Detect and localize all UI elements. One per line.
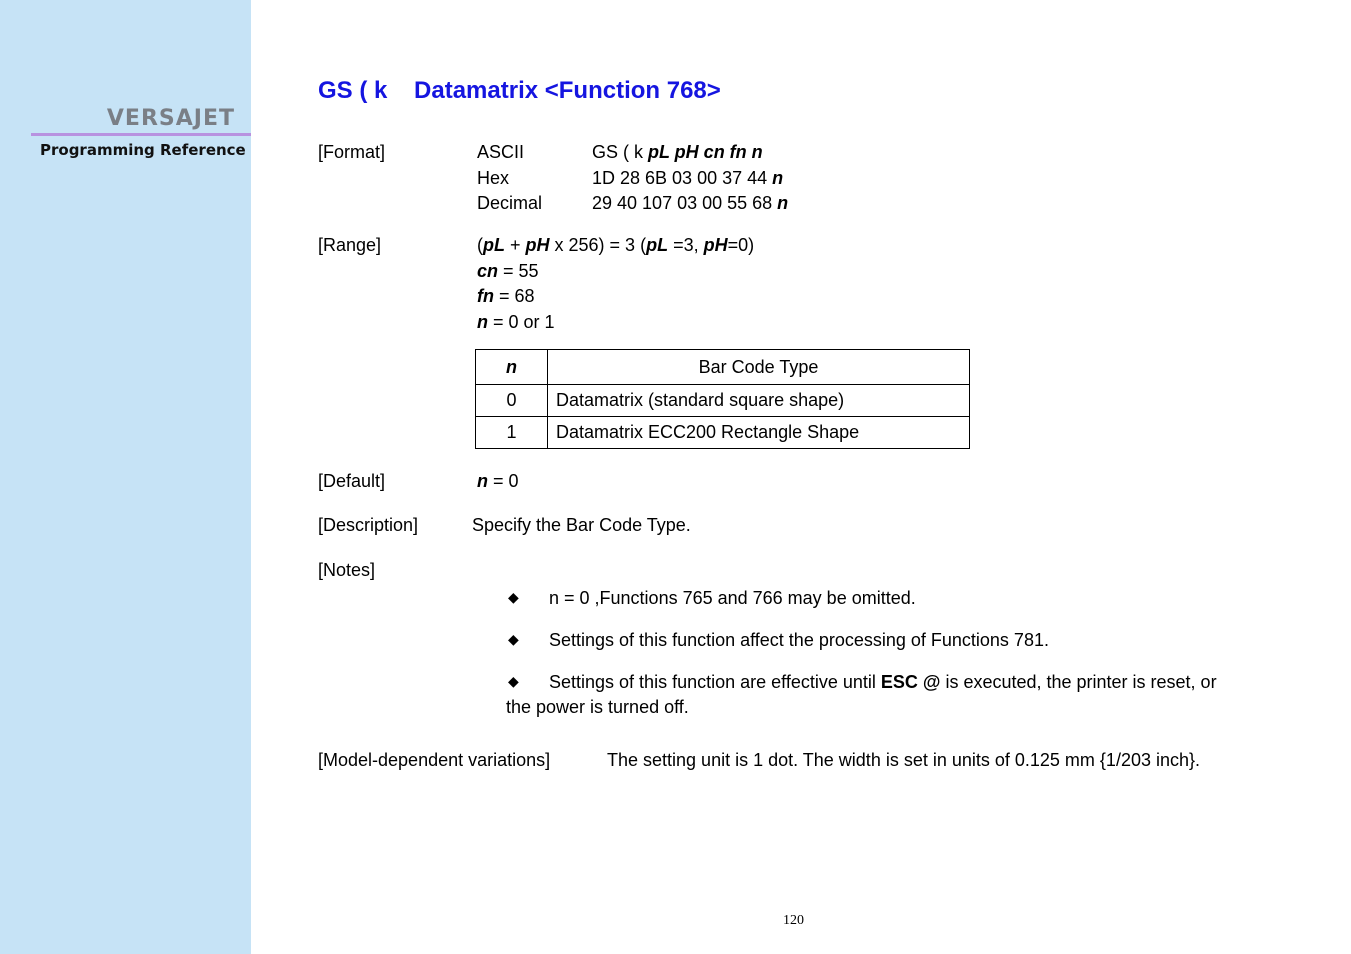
model-text: The setting unit is 1 dot. The width is set in units of 0.125 mm {1/203 inch}. (607, 750, 1201, 770)
table-cell-n: 1 (476, 417, 548, 449)
default-value: n = 0 (477, 471, 519, 491)
table-cell-n: 0 (476, 385, 548, 417)
range-line-fn: fn = 68 (477, 286, 535, 306)
table-cell-type: Datamatrix ECC200 Rectangle Shape (548, 417, 970, 449)
diamond-bullet-icon: ◆ (508, 673, 519, 689)
sidebar (0, 0, 251, 954)
table-cell-type: Datamatrix (standard square shape) (548, 385, 970, 417)
note-item: n = 0 ,Functions 765 and 766 may be omitted. (549, 588, 916, 608)
table-header-n: n (476, 350, 548, 385)
table-header-type: Bar Code Type (548, 350, 970, 385)
bar-code-type-table (475, 349, 970, 449)
page-title: GS ( k Datamatrix <Function 768> (318, 77, 721, 104)
description-label: [Description] (318, 515, 419, 535)
table-row (476, 385, 970, 417)
range-line-pl-ph: (pL + pH x 256) = 3 (pL =3, pH=0) (477, 235, 755, 255)
diamond-bullet-icon: ◆ (508, 631, 519, 647)
diamond-bullet-icon: ◆ (508, 589, 519, 605)
note-item: Settings of this function affect the processing of Functions 781. (549, 630, 1049, 650)
note-item: Settings of this function are effective until ESC @ is executed, the printer is reset, or (549, 672, 1217, 692)
notes-label: [Notes] (318, 560, 376, 580)
brand-logo-text: VERSAJET (106, 106, 235, 131)
range-line-cn: cn = 55 (477, 261, 539, 281)
format-value-ascii: GS ( k pL pH cn fn n (592, 142, 763, 162)
format-value-decimal: 29 40 107 03 00 55 68 n (592, 193, 789, 213)
note-item-continuation: the power is turned off. (506, 697, 689, 717)
format-kind-ascii: ASCII (477, 142, 525, 162)
format-value-hex: 1D 28 6B 03 00 37 44 n (592, 168, 784, 188)
format-kind-decimal: Decimal (477, 193, 543, 213)
default-label: [Default] (318, 471, 386, 491)
description-text: Specify the Bar Code Type. (472, 515, 691, 535)
brand-divider (31, 133, 251, 136)
format-kind-hex: Hex (477, 168, 510, 188)
table-row (476, 417, 970, 449)
range-line-n: n = 0 or 1 (477, 312, 555, 332)
format-label: [Format] (318, 142, 386, 162)
range-label: [Range] (318, 235, 382, 255)
model-label: [Model-dependent variations] (318, 750, 551, 770)
table-header-row (476, 350, 970, 385)
doc-subtitle: Programming Reference (40, 141, 246, 159)
page-number: 120 (783, 913, 804, 928)
